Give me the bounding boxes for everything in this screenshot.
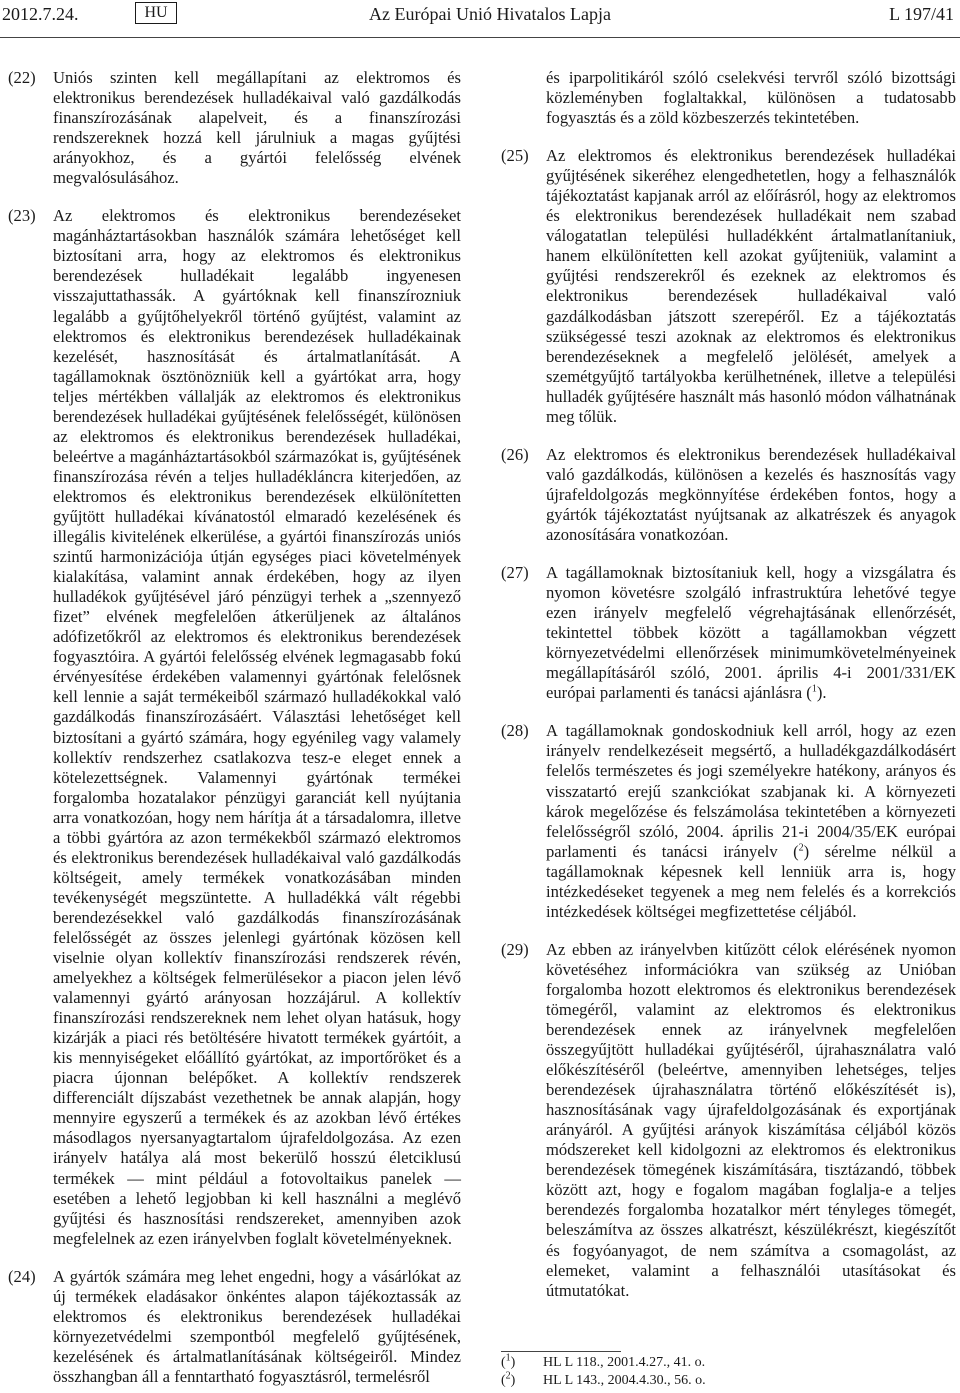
recital-29 <box>501 940 956 1301</box>
footnote-reference[interactable]: 1 <box>811 683 817 695</box>
recital-text-part: A tagállamoknak biztosítaniuk kell, hogy a vizsgálatra és nyomon követésre szolgáló infrastruktúra lehetővé tegye ezen irányelv megfelelő végrehajtásának ellenőrzését, tekintettel többek között a tagállamokban végzett környezetvédelmi ellenőrzések minimumkövetelményeinek megállapításáról szóló, 2001. április 4-i 2001/331/EK európai parlamenti és tanácsi ajánlásra ( <box>546 563 956 703</box>
recital-23 <box>8 206 461 1248</box>
footnote-reference[interactable]: 2 <box>798 842 804 854</box>
recital-25 <box>501 146 956 427</box>
recital-text: Az elektromos és elektronikus berendezések hulladékai gyűjtésének sikeréhez elengedhetetlen, hogy a felhasználók tájékoztatást kapjanak arról az előírásról, hogy az elektromos és elektronikus berendezések hulladékait nem szabad válogatatlan települési hulladékként ártalmatlanítaniuk, hanem elkülönítetten kell azokat gyűjteniük, valamint a gyűjtési rendszerekről és ezeknek az elektromos és elektronikus berendezések hulladékaival való gazdálkodásban játszott szerepéről. Ez a tájékoztatás szükségessé teszi azoknak az elektromos és elektronikus berendezéseknek a megfelelő jelölését, amelyek a szemétgyűjtő tartályokba kerülhetnének, illetve a települési hulladék gyűjtésére használt más hasonló módon válhatnának meg tőlük. <box>546 146 956 426</box>
recital-number: (29) <box>501 939 529 959</box>
footnote-1 <box>501 1354 956 1372</box>
language-badge: HU <box>135 2 177 24</box>
footnote-text: HL L 118., 2001.4.27., 41. o. <box>543 1355 706 1370</box>
recital-text <box>546 721 956 921</box>
recital-27 <box>501 563 956 703</box>
right-column <box>501 68 956 1301</box>
recital-number: (24) <box>8 1266 36 1286</box>
recital-24 <box>8 1267 461 1387</box>
recital-text: és iparpolitikáról szóló cselekvési tervről szóló bizottsági közleményben foglaltakkal, különösen a tudatosabb fogyasztás és a zöld közbeszerzés tekintetében. <box>546 68 956 128</box>
recital-text-part: A tagállamoknak gondoskodniuk kell arról, hogy az ezen irányelv rendelkezéseit megsértő, a hulladékgazdálkodásért felelős természetes és jogi személyekre hatékony, arányos és visszatartó erejű szankciókat szabjanak ki. A környezeti károk megelőzése és felszámolása tekintetében a környezeti felelősségről szóló, 2004. április 21-i 2004/35/EK európai parlamenti és tanácsi irányelv ( <box>546 721 956 861</box>
recital-number: (28) <box>501 721 529 741</box>
journal-title: Az Európai Unió Hivatalos Lapja <box>369 4 611 24</box>
footnotes <box>501 1354 956 1390</box>
footnote-mark: ($^1$) <box>501 1352 516 1370</box>
recital-text: Az elektromos és elektronikus berendezéseket magánháztartásokban használók számára lehetőséget kell biztosítani arra, hogy az elektromos és elektronikus berendezések hulladékait legalább ingyenesen visszajuttathassák. A gyártóknak kell finanszírozniuk legalább a gyűjtőhelyekről történő gyűjtést, valamint az elektromos és elektronikus berendezések hulladékainak kezelését, hasznosítását és ártalmatlanítását. A tagállamoknak ösztönözniük kell a gyártókat arra, hogy teljes mértékben vállalják az elektromos és elektronikus berendezések hulladékai gyűjtésének felelősségét, különösen az elektromos és elektronikus berendezések hulladékai, beleértve a magánháztartásokból származókat is, gyűjtésének finanszírozása révén a teljes hulladékláncra kiterjedően, az elektromos és elektronikus berendezések elkülönítetten gyűjtött hulladékai kívánatostól elmaradó kezelésének és illegális kivitelének elkerülése, a gyártói finanszírozás uniós szintű harmonizációja útján egységes piaci követelmények kialakítása, valamint annak érdekében, hogy az ilyen hulladékok gyűjtésével járó pénzügyi terhek a „szennyező fizet” elvének megfelelően átkerüljenek az általános adófizetőkről az elektromos és elektronikus berendezések fogyasztóira. A gyártói felelősség elvének legmagasabb fokú érvényesítése érdekében valamennyi gyártónak felelősnek kell lennie a saját termékeiből származó hulladékokkal való gazdálkodás finanszírozásáért. Választási lehetőséget kell biztosítani a gyártó számára, hogy egyénileg vagy valamely kollektív rendszerhez csatlakozva tesz-e eleget ennek a kötelezettségnek. Valamennyi gyártónak termékei forgalomba hozatalakor pénzügyi garanciát kell nyújtania arra vonatkozóan, hogy nem hárítja át a társadalomra, illetve a többi gyártóra az azon termékekből származó elektromos és elektronikus berendezések hulladékaival való gazdálkodás költségeit, amely termékek vonatkozásában minden tevékenységét megszüntette. A hulladékká vált régebbi berendezésekkel való gazdálkodás finanszírozásának felelősségét az összes jelenlegi gyártónak közösen kell viselnie olyan kollektív finanszírozási rendszerek révén, amelyekhez a költségek felmerülésekor a piacon jelen lévő valamennyi gyártó arányosan hozzájárul. A kollektív finanszírozási rendszereknek nem lehet olyan hatásuk, hogy kizárják a piaci rés betöltésére hivatott termékek gyártóit, a kis mennyiségeket előállító gyártókat, az importőröket és a piacra újonnan belépőket. A kollektív rendszerek differenciált díjszabást vezethetnek be annak alapján, hogy mennyire egyszerű a termékek és az azokban lévő értékes másodlagos nyersanyagtartalom újrafeldolgozása. Az ezen irányelv hatálya alá most bekerülő hosszú életciklusú termékek — mint például a fotovoltaikus panelek — esetében a lehető legjobban ki kell használni a meglévő gyűjtési és hasznosítási rendszereket, amennyiben azok megfelelnek az ezen irányelvben foglalt követelményeknek. <box>53 206 461 1248</box>
footnote-divider <box>501 1351 621 1352</box>
recital-number: (22) <box>8 68 36 87</box>
header-divider <box>0 37 960 38</box>
publication-date: 2012.7.24. <box>2 4 79 24</box>
footnote-2 <box>501 1372 956 1390</box>
page-reference: L 197/41 <box>889 4 954 24</box>
page-header <box>0 0 960 28</box>
recital-text: A gyártók számára meg lehet engedni, hogy a vásárlókat az új termékek eladásakor önkéntes alapon tájékoztassák az elektromos és elektronikus berendezések hulladékai környezetvédelmi szempontból megfelelő gyűjtésének, kezelésének és ártalmatlanításának költségeiről. Mindez összhangban áll a fenntartható fogyasztásról, termelésről <box>53 1266 461 1386</box>
recital-number: (27) <box>501 563 529 583</box>
recital-22 <box>8 68 461 188</box>
recital-text-part: ). <box>816 683 827 703</box>
recital-text: Uniós szinten kell megállapítani az elektromos és elektronikus berendezések hulladékaival való gazdálkodás finanszírozásának alapelveit, és a finanszírozási rendszereknek hozzá kell járulniuk a magas gyűjtési arányokhoz, és a gyártói felelősség elvének megvalósulásához. <box>53 68 461 188</box>
recital-number: (23) <box>8 206 36 226</box>
recital-text: Az ebben az irányelvben kitűzött célok elérésének nyomon követéséhez információkra van szükség az Unióban forgalomba hozott elektromos és elektronikus berendezések tömegéről, valamint az elektromos és elektronikus berendezések ennek az irányelvnek megfelelően összegyűjtött hulladékai gyűjtéséről, újrahasználatra való előkészítéséről (beleértve, amennyiben lehetséges, teljes berendezések újrahasználatra történő előkészítését is), hasznosításának vagy újrafeldolgozásának és exportjának arányáról. A gyűjtési arányok kiszámítása céljából közös módszereket kell kidolgozni az elektromos és elektronikus berendezések tömegének kiszámítására, tisztázandó, többek között azt, hogy e fogalom magában foglalja-e a teljes berendezés forgalomba hozatalkor mért tényleges tömegét, beleszámítva az összes alkatrészt, készülékrészt, kiegészítőt és fogyóanyagot, de nem számítva a csomagolást, az elemeket, valamint a felhasználói utasításokat és útmutatókat. <box>546 939 956 1300</box>
footnote-mark: ($^2$) <box>501 1370 516 1388</box>
left-column <box>8 68 461 1387</box>
recital-number: (26) <box>501 444 529 464</box>
recital-text-part: ) sérelme nélkül a tagállamoknak képesnek kell lenniük arra is, hogy intézkedéseket tegyenek a meg nem felelés és a korrekciós intézkedések költségei megfizettetése céljából. <box>546 841 956 921</box>
recital-number: (25) <box>501 146 529 166</box>
recital-26 <box>501 445 956 545</box>
footnote-text: HL L 143., 2004.4.30., 56. o. <box>543 1373 706 1388</box>
recital-28 <box>501 721 956 921</box>
recital-text: Az elektromos és elektronikus berendezések hulladékaival való gazdálkodás, különösen a kezelés és hasznosítás vagy újrafeldolgozás megkönnyítése érdekében fontos, hogy a gyártók tájékoztatást nyújtsanak az alkatrészek és anyagok azonosítására vonatkozóan. <box>546 444 956 544</box>
recital-text <box>546 563 956 703</box>
recital-24-continued <box>501 68 956 128</box>
